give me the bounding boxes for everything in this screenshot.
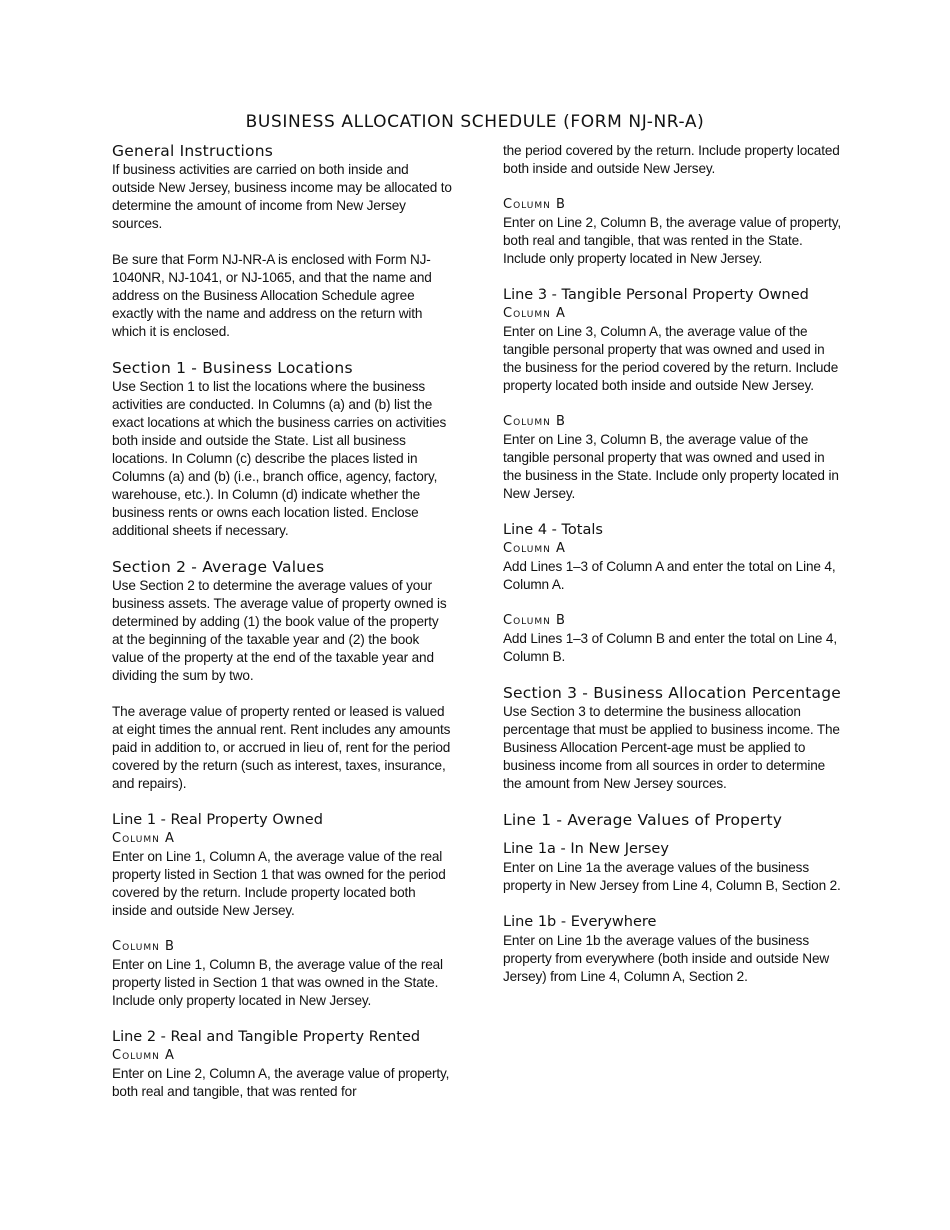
line-2-heading: Line 2 - Real and Tangible Property Rented — [112, 1029, 421, 1045]
section-3-line-1-heading: Line 1 - Average Values of Property — [503, 811, 783, 829]
line-2-column-a-label: Column A — [112, 1048, 175, 1063]
line-3-column-b-label: Column B — [503, 414, 566, 429]
line-4-column-b-text: Add Lines 1–3 of Column B and enter the total on Line 4, Column B. — [503, 631, 837, 664]
general-paragraph-1: If business activities are carried on both inside and outside New Jersey, business income may be allocated to determine the amount of income from New Jersey sources. — [112, 162, 452, 231]
line-2-column-a-text: Enter on Line 2, Column A, the average value of property, both real and tangible, that was rented for — [112, 1066, 450, 1099]
right-column — [503, 142, 843, 986]
line-1b-heading: Line 1b - Everywhere — [503, 914, 657, 930]
section-3-paragraph: Use Section 3 to determine the business allocation percentage that must be applied to business income. The Business Allocation Percent-age must be applied to business income from all sources in order to determine the amount from New Jersey sources. — [503, 704, 840, 791]
line-4-column-b-label: Column B — [503, 613, 566, 628]
line-1-heading: Line 1 - Real Property Owned — [112, 812, 323, 828]
line-1a-heading: Line 1a - In New Jersey — [503, 841, 669, 857]
line-2-column-b-text: Enter on Line 2, Column B, the average value of property, both real and tangible, that was rented in the State. Include only property located in New Jersey. — [503, 215, 842, 266]
line-2-column-a-continued: the period covered by the return. Include property located both inside and outside New Jersey. — [503, 143, 840, 176]
section-1-paragraph: Use Section 1 to list the locations where the business activities are conducted. In Columns (a) and (b) list the exact locations at which the business carries on activities both inside and outside the State. List all business locations. In Column (c) describe the places listed in Columns (a) and (b) (i.e., branch office, agency, factory, warehouse, etc.). In Column (d) indicate whether the business rents or owns each location listed. Enclose additional sheets if necessary. — [112, 379, 447, 538]
section-3-heading: Section 3 - Business Allocation Percentage — [503, 684, 842, 702]
line-1-column-a-text: Enter on Line 1, Column A, the average value of the real property listed in Section 1 that was owned for the period covered by the return. Include property located both inside and outside New Jersey. — [112, 849, 446, 918]
line-4-heading: Line 4 - Totals — [503, 522, 603, 538]
line-4-column-a-label: Column A — [503, 541, 566, 556]
line-3-column-b-text: Enter on Line 3, Column B, the average value of the tangible personal property that was owned and used in the business in the State. Include only property located in New Jersey. — [503, 432, 839, 501]
line-3-column-a-text: Enter on Line 3, Column A, the average value of the tangible personal property that was owned and used in the business for the period covered by the return. Include property located both inside and outside New Jersey. — [503, 324, 839, 393]
line-1-column-b-label: Column B — [112, 939, 175, 954]
line-1-column-a-label: Column A — [112, 831, 175, 846]
left-column — [112, 142, 452, 1101]
line-3-column-a-label: Column A — [503, 306, 566, 321]
section-2-heading: Section 2 - Average Values — [112, 558, 325, 576]
line-1a-text: Enter on Line 1a the average values of the business property in New Jersey from Line 4, Column B, Section 2. — [503, 860, 841, 893]
general-paragraph-2: Be sure that Form NJ-NR-A is enclosed with Form NJ-1040NR, NJ-1041, or NJ-1065, and that the name and address on the Business Allocation Schedule agree exactly with the name and address on the return with which it is enclosed. — [112, 252, 432, 339]
line-1-column-b-text: Enter on Line 1, Column B, the average value of the real property listed in Section 1 that was owned in the State. Include only property located in New Jersey. — [112, 957, 443, 1008]
section-2-paragraph-1: Use Section 2 to determine the average values of your business assets. The average value of property owned is determined by adding (1) the book value of the property at the beginning of the taxable year and (2) the book value of the property at the end of the taxable year and dividing the sum by two. — [112, 578, 447, 683]
line-2-column-b-label: Column B — [503, 197, 566, 212]
line-1b-text: Enter on Line 1b the average values of the business property from everywhere (both inside and outside New Jersey) from Line 4, Column A, Section 2. — [503, 933, 830, 984]
section-2-paragraph-2: The average value of property rented or leased is valued at eight times the annual rent. Rent includes any amounts paid in addition to, or accrued in lieu of, rent for the period covered by the return (such as interest, taxes, insurance, and repairs). — [112, 704, 451, 791]
line-4-column-a-text: Add Lines 1–3 of Column A and enter the total on Line 4, Column A. — [503, 559, 836, 592]
line-3-heading: Line 3 - Tangible Personal Property Owned — [503, 287, 809, 303]
general-instructions-heading: General Instructions — [112, 142, 274, 160]
page-title: BUSINESS ALLOCATION SCHEDULE (FORM NJ-NR-A) — [245, 112, 705, 132]
section-1-heading: Section 1 - Business Locations — [112, 359, 353, 377]
